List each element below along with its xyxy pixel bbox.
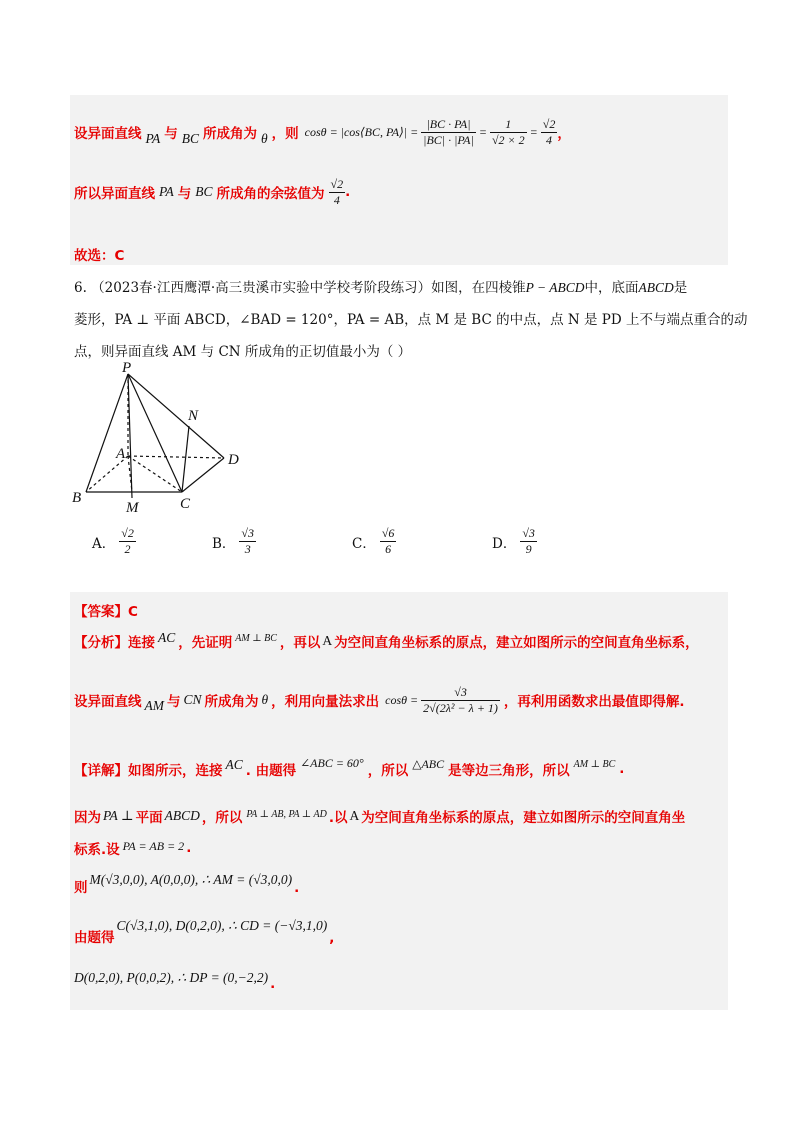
pyramid-figure [64, 360, 264, 520]
label-n: N [188, 408, 199, 424]
top-line-2: 所以异面直线 PA 与 BC 所成角的余弦值为 $\frac{√2}{4}$ . [74, 176, 351, 207]
label-b: B [72, 490, 82, 506]
label-p: P [122, 360, 132, 376]
label-a: A [116, 446, 126, 462]
top-line-1: 设异面直线 PA 与 BC 所成角为 θ ，则 cosθ = |cos⟨BC, PA⟩| = $\frac{|BC \cdot PA|}{|BC| \cdot |PA|}$ = $\frac{1}{√2 \times 2}$ = $\frac{√2}{4}$ ， [74, 116, 571, 147]
setup-line: 设异面直线 AM 与 CN 所成角为 θ ，利用向量法求出 cosθ = $\frac{√3}{\text{2√(2λ² − λ + 1)}}$ ，再利用函数求出最值即得解. [74, 684, 685, 715]
analysis-line: 【分析】连接 AC ，先证明 AM ⊥ BC ，再以 A 为空间直角坐标系的原点，建立如图所示的空间直角坐标系， [74, 630, 699, 651]
edge-cd [182, 458, 224, 492]
label-c: C [180, 496, 191, 512]
edge-ad [128, 456, 224, 458]
answer-line: 【答案】C [74, 604, 138, 620]
question-line-3: 点，则异面直线 AM 与 CN 所成角的正切值最小为（ ） [74, 344, 412, 360]
then-line: 则 M(√3,0,0), A(0,0,0), ∴ AM = (√3,0,0) . [74, 872, 300, 896]
edge-pb [86, 374, 128, 492]
edge-pd [128, 374, 224, 458]
edge-nc [182, 426, 189, 492]
option-a[interactable]: A． $\frac{√2}{2}$ [92, 526, 134, 556]
label-d: D [228, 452, 239, 468]
last-line: D(0,2,0), P(0,0,2), ∴ DP = (0,−2,2) . [74, 970, 276, 992]
option-d[interactable]: D． $\frac{√3}{9}$ [492, 526, 535, 556]
question-line-1: 6. （2023春·江西鹰潭·高三贵溪市实验中学校考阶段练习）如图，在四棱锥P − ABCD中，底面ABCD是 [74, 280, 688, 296]
edge-pm [128, 374, 132, 498]
detail-line: 【详解】如图所示，连接 AC . 由题得 ∠ABC = 60° ，所以 △ABC 是等边三角形，所以 AM ⊥ BC . [74, 756, 625, 779]
because-line: 因为 PA ⊥ 平面 ABCD ，所以 PA ⊥ AB, PA ⊥ AD .以 A 为空间直角坐标系的原点，建立如图所示的空间直角坐 [74, 808, 686, 826]
label-m: M [126, 500, 139, 516]
coord-line: 标系.设 PA = AB = 2 . [74, 838, 192, 858]
top-answer-choice: 故选：C [74, 248, 125, 264]
solution-background-bottom [70, 592, 728, 1010]
option-c[interactable]: C． $\frac{√6}{6}$ [352, 526, 395, 556]
from-line: 由题得 C(√3,1,0), D(0,2,0), ∴ CD = (−√3,1,0) , [74, 918, 335, 946]
option-b[interactable]: B． $\frac{√3}{3}$ [212, 526, 255, 556]
question-line-2: 菱形，PA ⊥ 平面 ABCD，∠BAD = 120°，PA = AB，点 M 是 BC 的中点，点 N 是 PD 上不与端点重合的动 [74, 312, 748, 328]
